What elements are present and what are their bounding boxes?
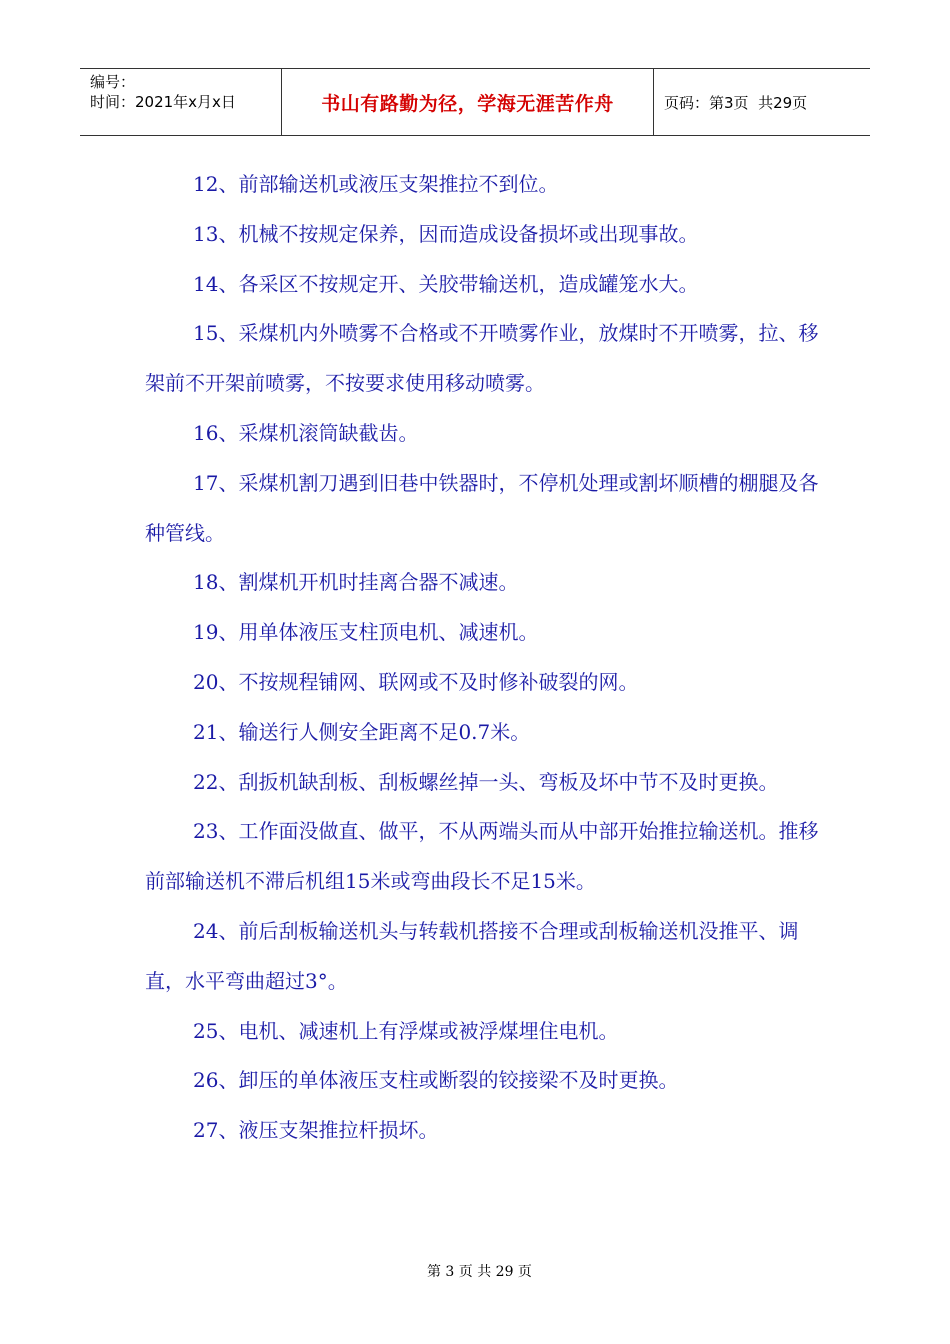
- list-item: 15、采煤机内外喷雾不合格或不开喷雾作业，放煤时不开喷雾，拉、移架前不开架前喷雾，不按要求使用移动喷雾。: [145, 321, 819, 396]
- number-label: 编号：: [90, 73, 136, 91]
- header-page-cell: [654, 69, 870, 135]
- time-label: 时间：2021年x月x日: [90, 93, 236, 111]
- list-item: 25、电机、减速机上有浮煤或被浮煤埋住电机。: [193, 1018, 619, 1043]
- list-item: 20、不按规程铺网、联网或不及时修补破裂的网。: [193, 669, 639, 694]
- page-footer: [0, 1245, 950, 1281]
- motto-text: 书山有路勤为径，学海无涯苦作舟: [321, 92, 614, 115]
- list-item: 13、机械不按规定保养，因而造成设备损坏或出现事故。: [193, 221, 699, 246]
- list-item: 23、工作面没做直、做平，不从两端头而从中部开始推拉输送机。推移前部输送机不滞后机组15米或弯曲段长不足15米。: [145, 819, 819, 894]
- list-item: 16、采煤机滚筒缺截齿。: [193, 420, 419, 445]
- list-item: 24、前后刮板输送机头与转载机搭接不合理或刮板输送机没推平、调直，水平弯曲超过3°。: [145, 918, 799, 993]
- list-item: 27、液压支架推拉杆损坏。: [193, 1118, 439, 1143]
- header-motto-cell: [282, 69, 654, 135]
- document-body: [145, 160, 825, 1156]
- page-info: 页码：第3页 共29页: [664, 93, 808, 112]
- page-header: [80, 68, 870, 136]
- footer-page-number: 第 3 页 共 29 页: [426, 1264, 532, 1280]
- header-meta-cell: [80, 69, 282, 135]
- list-item: 14、各采区不按规定开、关胶带输送机，造成罐笼水大。: [193, 271, 699, 296]
- list-item: 22、刮扳机缺刮板、刮板螺丝掉一头、弯板及坏中节不及时更换。: [193, 769, 779, 794]
- list-item: 26、卸压的单体液压支柱或断裂的铰接梁不及时更换。: [193, 1068, 679, 1093]
- list-item: 17、采煤机割刀遇到旧巷中铁器时，不停机处理或割坏顺槽的棚腿及各种管线。: [145, 470, 819, 545]
- list-item: 19、用单体液压支柱顶电机、减速机。: [193, 620, 539, 645]
- list-item: 21、输送行人侧安全距离不足0.7米。: [193, 719, 531, 744]
- list-item: 12、前部输送机或液压支架推拉不到位。: [193, 172, 559, 196]
- list-item: 18、割煤机开机时挂离合器不减速。: [193, 570, 519, 595]
